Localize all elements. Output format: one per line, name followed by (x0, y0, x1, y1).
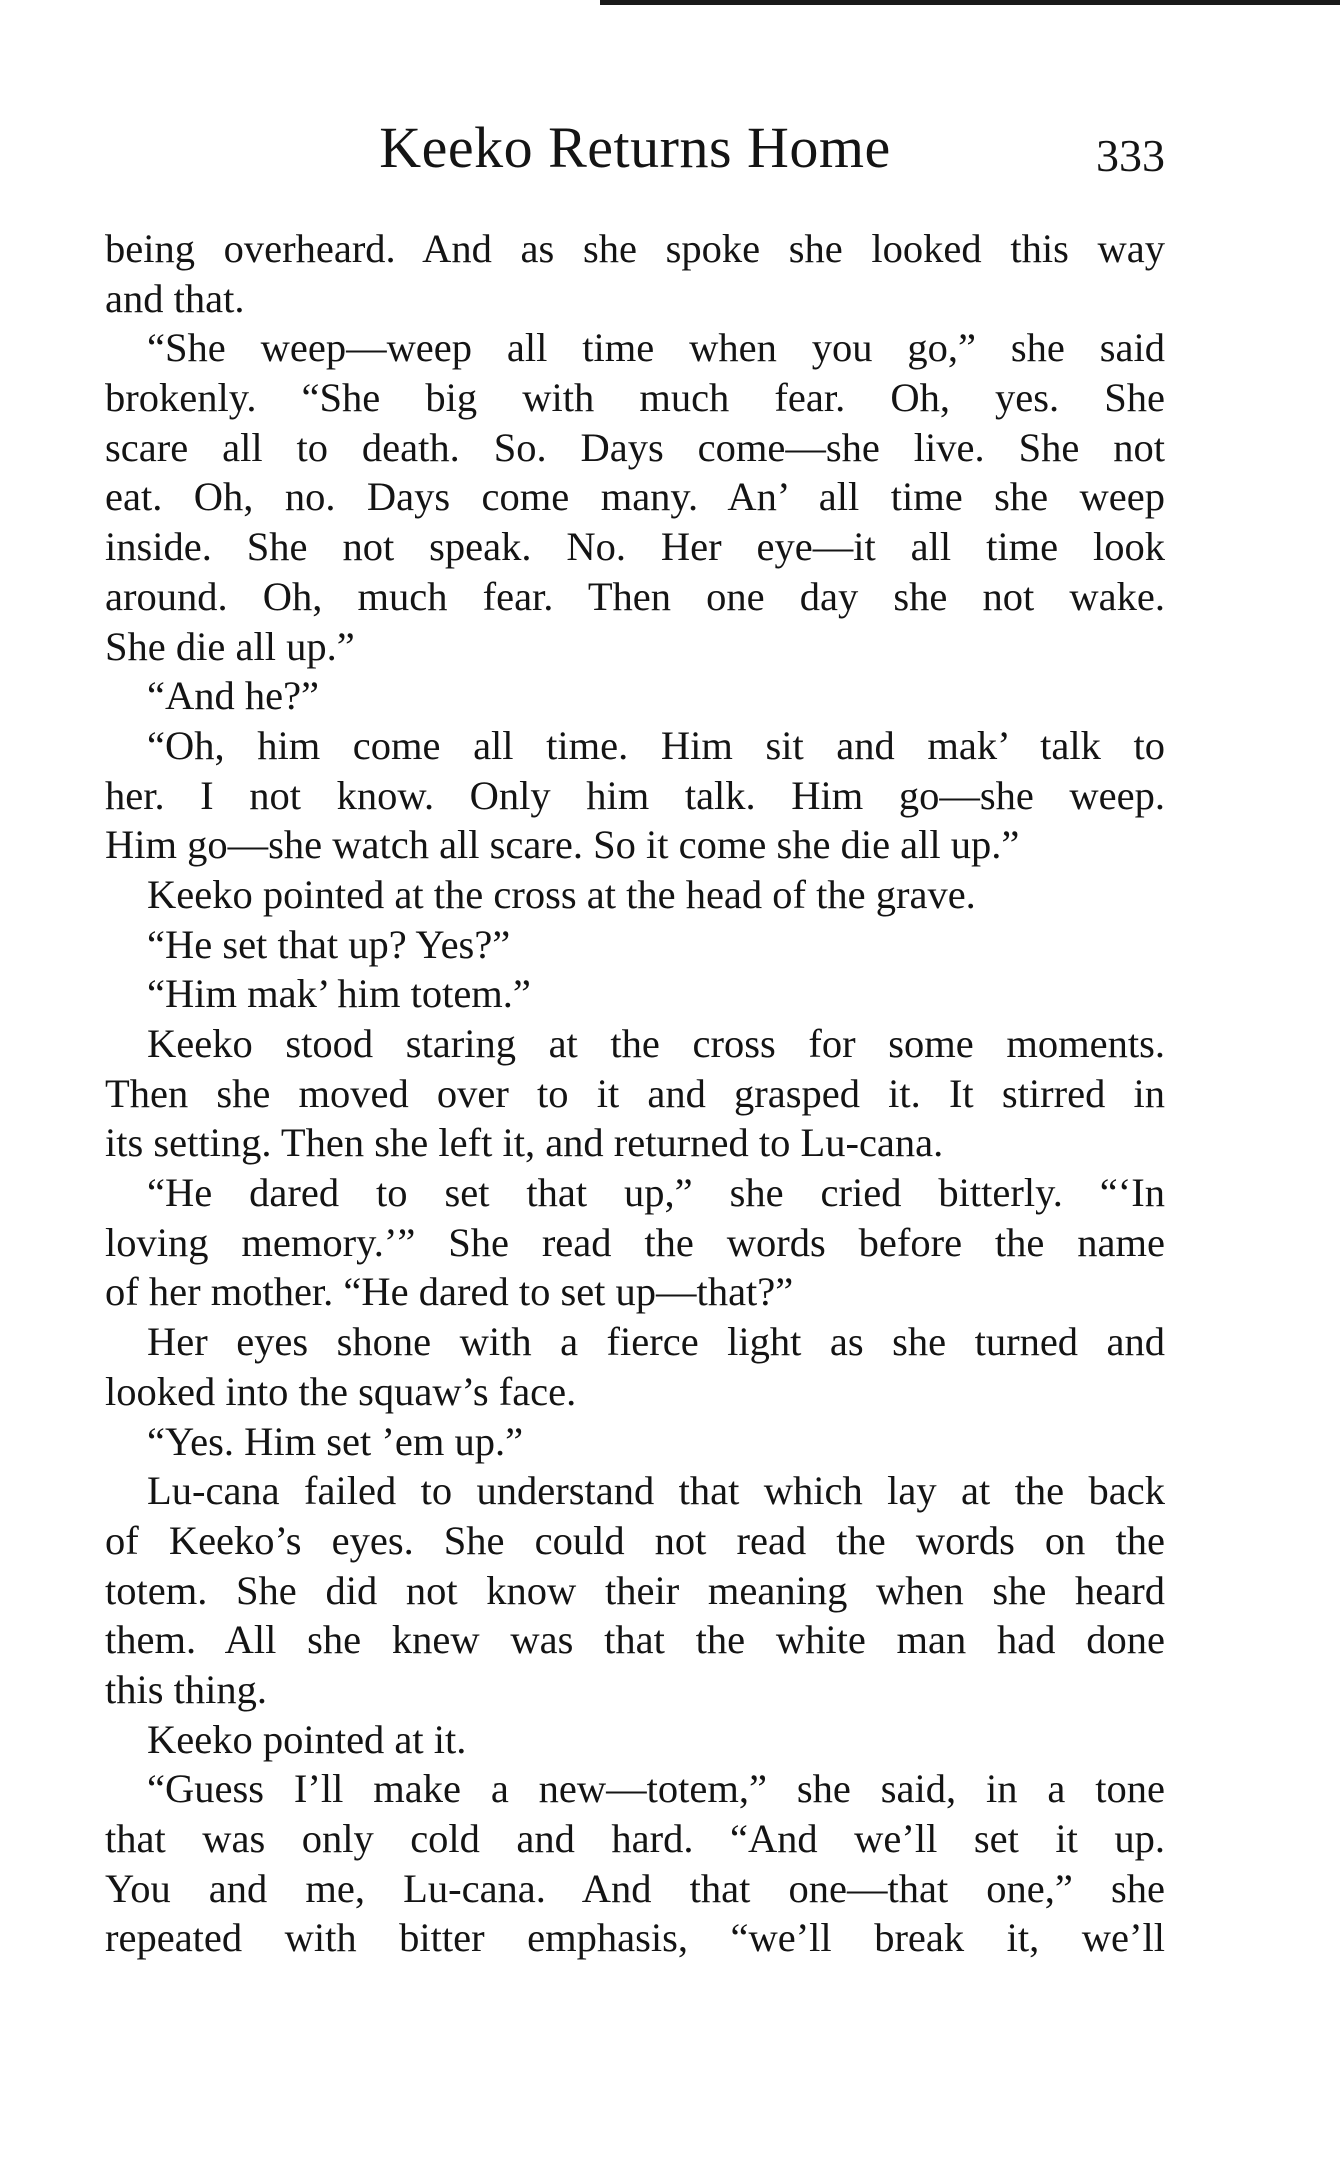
text-line: her. I not know. Only him talk. Him go—she weep. (105, 772, 1165, 818)
text-line: Keeko pointed at it. (147, 1716, 467, 1762)
text-line: being overheard. And as she spoke she looked this way (105, 226, 1165, 271)
text-line: Keeko stood staring at the cross for some moments. (147, 1021, 1165, 1066)
text-line: loving memory.’” She read the words before the name (105, 1219, 1165, 1265)
text-line: “Him mak’ him totem.” (147, 971, 531, 1017)
text-line: inside. She not speak. No. Her eye—it all time look (105, 524, 1165, 570)
text-line: of her mother. “He dared to set up—that?” (105, 1269, 794, 1315)
text-line: Her eyes shone with a fierce light as she turned and (147, 1319, 1165, 1365)
text-line: “She weep—weep all time when you go,” she said (147, 325, 1165, 371)
text-line: Then she moved over to it and grasped it. It stirred in (105, 1070, 1165, 1116)
text-line: Lu-cana failed to understand that which lay at the back (147, 1468, 1165, 1514)
page-number: 333 (1096, 130, 1165, 181)
text-line: of Keeko’s eyes. She could not read the words on the (105, 1517, 1165, 1563)
text-line: and that. (105, 275, 245, 321)
text-line: this thing. (105, 1666, 268, 1712)
text-line: “And he?” (147, 673, 320, 719)
text-line: brokenly. “She big with much fear. Oh, yes. She (105, 375, 1165, 421)
text-line: Keeko pointed at the cross at the head of the grave. (147, 871, 976, 917)
body-text (105, 224, 1165, 1963)
text-line: looked into the squaw’s face. (105, 1368, 577, 1414)
page-header (105, 108, 1165, 188)
text-line: that was only cold and hard. “And we’ll set it up. (105, 1816, 1165, 1861)
text-line: scare all to death. So. Days come—she live. She not (105, 424, 1165, 470)
text-line: them. All she knew was that the white man had done (105, 1617, 1165, 1663)
text-line: Him go—she watch all scare. So it come she die all up.” (105, 822, 1020, 868)
text-line: You and me, Lu-cana. And that one—that one,” she (105, 1865, 1165, 1911)
text-line: “Guess I’ll make a new—totem,” she said, in a tone (147, 1766, 1165, 1812)
text-line: She die all up.” (105, 623, 355, 669)
running-title: Keeko Returns Home (379, 115, 891, 180)
text-line: “Oh, him come all time. Him sit and mak’ talk to (147, 722, 1165, 768)
text-line: totem. She did not know their meaning when she heard (105, 1567, 1165, 1613)
text-line: around. Oh, much fear. Then one day she not wake. (105, 573, 1165, 619)
text-line: “He dared to set that up,” she cried bitterly. “‘In (147, 1170, 1165, 1216)
text-line: repeated with bitter emphasis, “we’ll break it, we’ll (105, 1915, 1165, 1961)
text-line: eat. Oh, no. Days come many. An’ all time she weep (105, 474, 1165, 520)
text-line: its setting. Then she left it, and returned to Lu-cana. (105, 1120, 944, 1166)
text-line: “Yes. Him set ’em up.” (147, 1418, 524, 1464)
top-edge-rule (600, 0, 1340, 5)
text-line: “He set that up? Yes?” (147, 921, 511, 967)
